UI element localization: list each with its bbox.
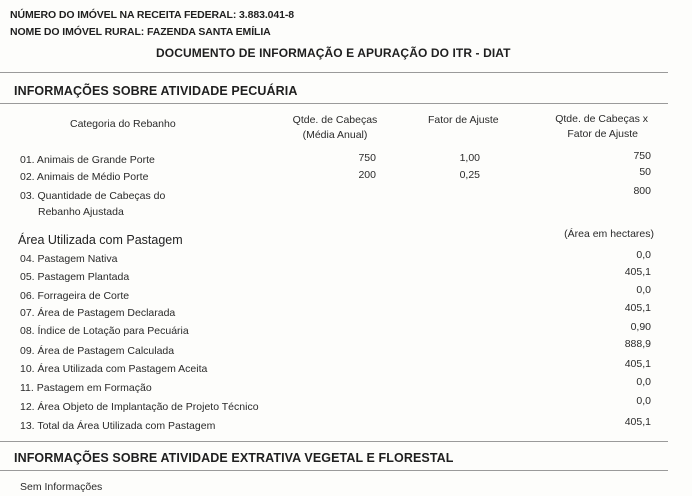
forestry-section-title: INFORMAÇÕES SOBRE ATIVIDADE EXTRATIVA VEGETAL E FLORESTAL xyxy=(14,451,454,465)
adjusted-label-line1: 03. Quantidade de Cabeças do xyxy=(20,190,166,202)
pasture-row-value: 0,0 xyxy=(636,284,651,296)
pasture-row-label: 12. Área Objeto de Implantação de Projeto Técnico xyxy=(20,401,259,413)
pasture-row-label: 11. Pastagem em Formação xyxy=(20,382,152,394)
document-title: DOCUMENTO DE INFORMAÇÃO E APURAÇÃO DO ITR - DIAT xyxy=(156,46,511,60)
pasture-row-value: 888,9 xyxy=(624,338,651,350)
livestock-row-fator: 0,25 xyxy=(459,169,480,181)
pasture-row-label: 13. Total da Área Utilizada com Pastagem xyxy=(20,420,216,432)
livestock-row-fator: 1,00 xyxy=(459,152,480,164)
property-name: NOME DO IMÓVEL RURAL: FAZENDA SANTA EMÍLIA xyxy=(10,26,271,38)
pasture-row-label: 08. Índice de Lotação para Pecuária xyxy=(20,325,189,337)
col-header-total-line1: Qtde. de Cabeças x xyxy=(555,113,648,125)
pasture-row-label: 06. Forrageira de Corte xyxy=(20,290,130,302)
livestock-row-total: 50 xyxy=(639,166,651,178)
divider xyxy=(0,72,668,73)
col-header-qtde-line1: Qtde. de Cabeças xyxy=(292,114,378,126)
pasture-title: Área Utilizada com Pastagem xyxy=(18,233,183,247)
col-header-total-line2: Fator de Ajuste xyxy=(567,128,638,140)
col-header-fator: Fator de Ajuste xyxy=(428,114,499,126)
property-number: NÚMERO DO IMÓVEL NA RECEITA FEDERAL: 3.883.041-8 xyxy=(10,9,295,21)
pasture-row-label: 07. Área de Pastagem Declarada xyxy=(20,307,176,319)
livestock-row-total: 750 xyxy=(633,150,651,162)
livestock-row-label: 01. Animais de Grande Porte xyxy=(20,154,155,166)
pasture-row-label: 05. Pastagem Plantada xyxy=(20,271,130,283)
pasture-row-value: 0,0 xyxy=(636,249,651,261)
pasture-row-value: 405,1 xyxy=(624,302,651,314)
pasture-unit: (Área em hectares) xyxy=(564,228,654,240)
pasture-row-value: 405,1 xyxy=(624,358,651,370)
pasture-row-label: 10. Área Utilizada com Pastagem Aceita xyxy=(20,363,208,375)
pasture-row-label: 09. Área de Pastagem Calculada xyxy=(20,345,175,357)
livestock-section-title: INFORMAÇÕES SOBRE ATIVIDADE PECUÁRIA xyxy=(14,84,298,98)
livestock-row-label: 02. Animais de Médio Porte xyxy=(20,171,149,183)
adjusted-label-line2: Rebanho Ajustada xyxy=(38,206,124,218)
col-header-qtde-line2: (Média Anual) xyxy=(302,129,368,141)
pasture-row-label: 04. Pastagem Nativa xyxy=(20,253,118,265)
divider xyxy=(0,470,668,471)
pasture-row-value: 405,1 xyxy=(624,416,651,428)
divider xyxy=(0,103,668,104)
pasture-row-value: 0,0 xyxy=(636,395,651,407)
divider xyxy=(0,441,668,442)
livestock-row-qtde: 750 xyxy=(358,152,376,164)
adjusted-total: 800 xyxy=(633,185,651,197)
pasture-row-value: 0,0 xyxy=(636,376,651,388)
forestry-no-info-text: Sem Informações xyxy=(20,481,103,493)
col-header-category: Categoria do Rebanho xyxy=(70,118,176,130)
pasture-row-value: 0,90 xyxy=(630,321,651,333)
pasture-row-value: 405,1 xyxy=(624,266,651,278)
livestock-row-qtde: 200 xyxy=(358,169,376,181)
